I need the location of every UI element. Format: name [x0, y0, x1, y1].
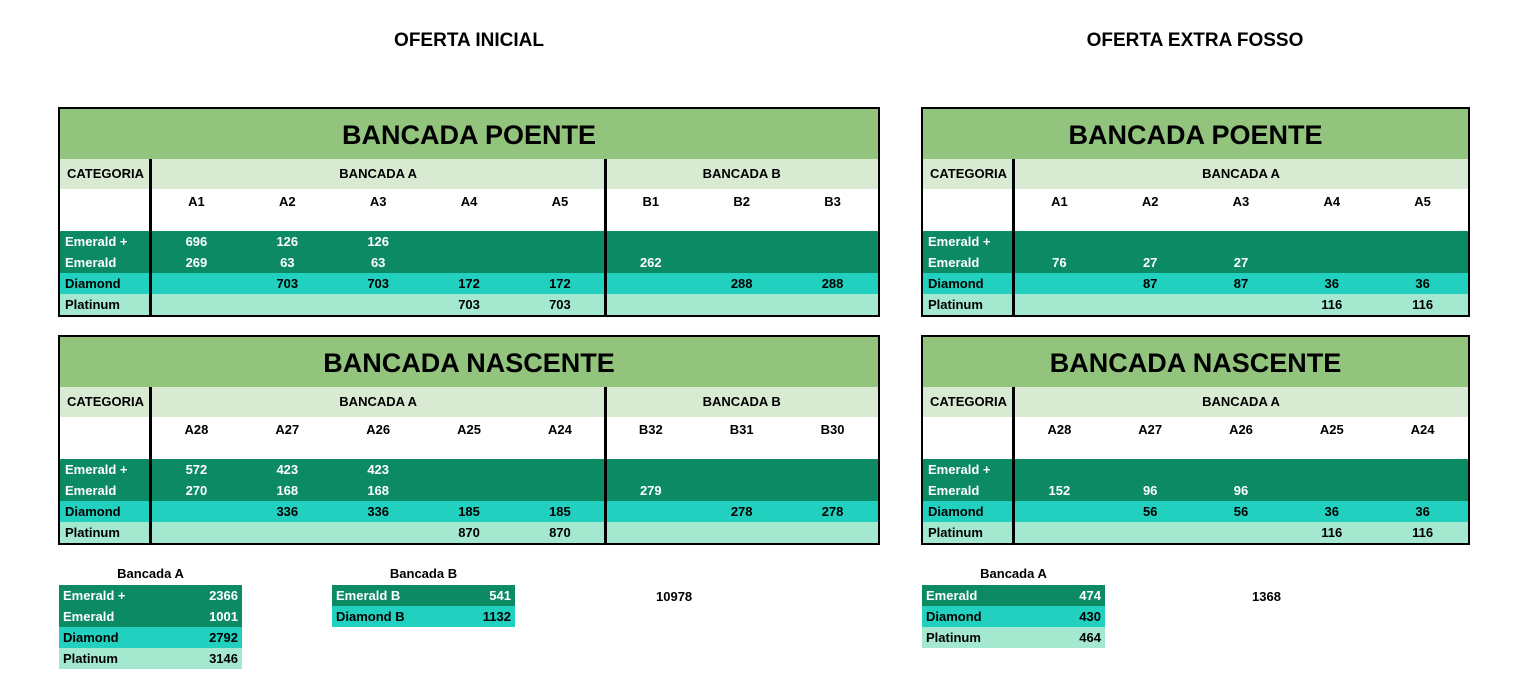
table-cell: 279	[639, 483, 662, 498]
column-header: A27	[1138, 422, 1163, 437]
table-row	[923, 294, 1468, 315]
table-cell	[605, 294, 696, 315]
summary-row	[922, 627, 1105, 648]
column-header: A25	[1319, 422, 1344, 437]
table-cell	[1105, 231, 1196, 252]
table-cell	[1286, 252, 1377, 273]
table-row	[60, 459, 878, 480]
table-row	[923, 273, 1468, 294]
table-cell	[151, 273, 242, 294]
row-label: Platinum	[928, 297, 983, 312]
panel-title: BANCADA POENTE	[923, 109, 1468, 159]
table-cell	[1014, 273, 1105, 294]
table-cell: 168	[276, 483, 299, 498]
table-cell	[1105, 294, 1196, 315]
group-header-0: BANCADA A	[1202, 166, 1280, 181]
table-cell: 278	[821, 504, 844, 519]
row-label: Emerald +	[928, 234, 991, 249]
category-label: CATEGORIA	[929, 166, 1008, 181]
summary-label: Emerald B	[336, 588, 401, 603]
table-cell: 703	[549, 297, 571, 312]
table-cell	[1196, 294, 1287, 315]
summary-value: 464	[1079, 630, 1101, 645]
table-cell	[605, 522, 696, 543]
summary-row	[922, 585, 1105, 606]
table-cell	[1196, 522, 1287, 543]
table-row	[923, 522, 1468, 543]
summary-value: 474	[1079, 588, 1101, 603]
column-header: A28	[1047, 422, 1072, 437]
column-header: A28	[184, 422, 209, 437]
summary-label: Platinum	[926, 630, 981, 645]
table-cell: 336	[367, 504, 390, 519]
table-cell	[696, 459, 787, 480]
column-header: A24	[548, 422, 572, 437]
column-header: A1	[1051, 194, 1068, 209]
column-header: A2	[1141, 194, 1159, 209]
summary-row	[332, 585, 515, 606]
table-cell: 270	[185, 483, 208, 498]
group-header-0: BANCADA A	[339, 394, 418, 409]
table-cell	[696, 252, 787, 273]
category-label: CATEGORIA	[66, 166, 145, 181]
summary-label: Diamond	[926, 609, 982, 624]
table-cell: 96	[1142, 483, 1158, 498]
column-header: B31	[729, 422, 754, 437]
table-cell: 36	[1415, 276, 1430, 291]
table-cell: 56	[1142, 504, 1158, 519]
table-cell: 27	[1233, 255, 1249, 270]
summary-row	[922, 606, 1105, 627]
table-cell	[605, 459, 696, 480]
summary-value: 541	[489, 588, 511, 603]
summary-value: 1132	[482, 609, 511, 624]
row-label: Diamond	[928, 276, 984, 291]
table-cell	[1377, 252, 1468, 273]
table-cell: 172	[458, 276, 480, 291]
row-label: Emerald +	[928, 462, 991, 477]
column-header: B32	[638, 422, 663, 437]
table-cell	[515, 231, 606, 252]
table-cell	[151, 294, 242, 315]
table-cell	[787, 459, 878, 480]
panel-title: BANCADA POENTE	[60, 109, 878, 159]
table-cell	[1286, 480, 1377, 501]
summary-value: 2792	[209, 630, 238, 645]
table-cell: 288	[730, 276, 753, 291]
column-header: A1	[188, 194, 205, 209]
table-cell	[1014, 522, 1105, 543]
panel-extra-nascente	[921, 335, 1470, 545]
column-header: A25	[457, 422, 481, 437]
column-header: A3	[369, 194, 387, 209]
table-cell: 87	[1233, 276, 1249, 291]
table-cell	[424, 252, 515, 273]
table-cell	[151, 522, 242, 543]
table-cell: 703	[458, 297, 480, 312]
table-cell: 116	[1321, 297, 1343, 312]
table-row	[60, 273, 878, 294]
table-cell	[424, 480, 515, 501]
summary-label: Emerald	[63, 609, 115, 624]
row-label: Platinum	[65, 525, 120, 540]
column-header: A4	[460, 194, 478, 209]
table-cell	[787, 522, 878, 543]
column-header: B1	[642, 194, 660, 209]
summary-label: Platinum	[63, 651, 118, 666]
panel-inicial-nascente	[58, 335, 880, 545]
table-cell: 116	[1321, 525, 1343, 540]
table-cell: 36	[1324, 504, 1340, 519]
table-row	[60, 480, 878, 501]
column-header: A27	[275, 422, 300, 437]
column-header: A5	[551, 194, 569, 209]
table-row	[923, 231, 1468, 252]
row-label: Emerald	[65, 483, 117, 498]
section-title-oferta-inicial: OFERTA INICIAL	[394, 30, 544, 51]
category-divider	[149, 387, 152, 543]
table-cell	[333, 522, 424, 543]
table-cell	[1286, 231, 1377, 252]
table-cell: 96	[1233, 483, 1249, 498]
row-label: Platinum	[65, 297, 120, 312]
table-cell	[1286, 459, 1377, 480]
table-cell	[696, 522, 787, 543]
table-cell	[1014, 294, 1105, 315]
table-cell: 63	[370, 255, 386, 270]
table-cell: 126	[367, 234, 390, 249]
summary-value: 3146	[209, 651, 238, 666]
group-header-1: BANCADA B	[702, 394, 781, 409]
row-label: Emerald	[65, 255, 117, 270]
table-row	[60, 522, 878, 543]
table-cell: 423	[276, 462, 299, 477]
table-cell: 126	[276, 234, 299, 249]
table-cell	[696, 294, 787, 315]
summary-title: Bancada B	[389, 566, 458, 581]
table-cell	[1196, 459, 1287, 480]
table-cell	[1105, 522, 1196, 543]
table-cell: 870	[549, 525, 571, 540]
table-cell: 63	[280, 255, 295, 270]
table-row	[60, 294, 878, 315]
table-cell	[787, 480, 878, 501]
summary-label: Emerald	[926, 588, 978, 603]
table-cell: 269	[185, 255, 208, 270]
table-cell: 116	[1412, 297, 1434, 312]
table-cell: 36	[1415, 504, 1430, 519]
group-header-0: BANCADA A	[339, 166, 418, 181]
row-label: Emerald	[928, 483, 980, 498]
table-cell	[1105, 459, 1196, 480]
table-cell: 703	[276, 276, 299, 291]
column-header: A4	[1323, 194, 1341, 209]
total-oferta-inicial: 10978	[656, 589, 693, 604]
table-cell	[696, 231, 787, 252]
summary-row	[332, 606, 515, 627]
table-cell	[787, 231, 878, 252]
panel-extra-poente	[921, 107, 1470, 317]
table-row	[60, 252, 878, 273]
table-cell	[1014, 231, 1105, 252]
category-divider	[1012, 387, 1015, 543]
column-header: B30	[820, 422, 845, 437]
table-cell: 185	[549, 504, 571, 519]
column-header: A3	[1232, 194, 1250, 209]
table-cell: 56	[1233, 504, 1249, 519]
table-cell	[1377, 459, 1468, 480]
summary-value: 1001	[209, 609, 238, 624]
summary-value: 2366	[209, 588, 238, 603]
category-divider	[149, 159, 152, 315]
summary-label: Diamond B	[336, 609, 405, 624]
table-cell	[424, 459, 515, 480]
table-cell	[605, 273, 696, 294]
table-cell	[515, 480, 606, 501]
summary-title: Bancada A	[117, 566, 184, 581]
column-header: A26	[366, 422, 391, 437]
table-cell: 870	[458, 525, 480, 540]
table-cell: 168	[367, 483, 390, 498]
table-cell	[1014, 501, 1105, 522]
table-row	[923, 501, 1468, 522]
group-divider	[604, 387, 607, 543]
table-cell	[605, 231, 696, 252]
row-label: Platinum	[928, 525, 983, 540]
table-cell	[242, 294, 333, 315]
table-cell	[333, 294, 424, 315]
table-cell: 152	[1048, 483, 1071, 498]
row-label: Emerald +	[65, 462, 128, 477]
table-cell	[1014, 459, 1105, 480]
row-label: Diamond	[65, 276, 121, 291]
column-header: A2	[279, 194, 296, 209]
row-label: Emerald +	[65, 234, 128, 249]
table-cell	[1377, 480, 1468, 501]
column-header: A26	[1229, 422, 1253, 437]
summary-row	[59, 627, 242, 648]
row-label: Emerald	[928, 255, 980, 270]
row-label: Diamond	[928, 504, 984, 519]
table-row	[60, 501, 878, 522]
table-row	[923, 480, 1468, 501]
group-divider	[604, 159, 607, 315]
table-cell	[515, 459, 606, 480]
summary-title: Bancada A	[980, 566, 1047, 581]
panel-inicial-poente	[58, 107, 880, 317]
table-row	[60, 231, 878, 252]
total-oferta-extra: 1368	[1252, 589, 1281, 604]
summary-row	[59, 585, 242, 606]
table-cell: 696	[185, 234, 208, 249]
summary-row	[59, 648, 242, 669]
column-header: A5	[1414, 194, 1431, 209]
table-cell	[424, 231, 515, 252]
panel-title: BANCADA NASCENTE	[923, 337, 1468, 387]
table-row	[923, 459, 1468, 480]
table-cell	[787, 294, 878, 315]
table-cell: 278	[730, 504, 753, 519]
summary-row	[59, 606, 242, 627]
summary-value: 430	[1079, 609, 1101, 624]
category-label: CATEGORIA	[929, 394, 1008, 409]
row-label: Diamond	[65, 504, 121, 519]
table-cell: 262	[639, 255, 662, 270]
table-cell	[242, 522, 333, 543]
table-cell: 116	[1412, 525, 1434, 540]
table-cell: 87	[1142, 276, 1158, 291]
group-header-1: BANCADA B	[702, 166, 781, 181]
column-header: A24	[1410, 422, 1435, 437]
summary-label: Diamond	[63, 630, 119, 645]
table-cell	[1196, 231, 1287, 252]
table-cell	[787, 252, 878, 273]
table-cell: 703	[367, 276, 390, 291]
section-title-oferta-extra-fosso: OFERTA EXTRA FOSSO	[1086, 30, 1304, 51]
table-cell: 76	[1052, 255, 1067, 270]
summary-label: Emerald +	[63, 588, 126, 603]
table-cell: 172	[549, 276, 571, 291]
table-cell: 288	[821, 276, 844, 291]
table-cell	[605, 501, 696, 522]
table-cell	[1377, 231, 1468, 252]
column-header: B2	[733, 194, 750, 209]
table-cell: 185	[458, 504, 480, 519]
category-divider	[1012, 159, 1015, 315]
table-cell: 336	[276, 504, 299, 519]
table-cell: 572	[185, 462, 208, 477]
table-cell	[696, 480, 787, 501]
table-cell: 36	[1324, 276, 1340, 291]
table-cell	[151, 501, 242, 522]
group-header-0: BANCADA A	[1202, 394, 1280, 409]
table-cell	[515, 252, 606, 273]
table-cell: 27	[1142, 255, 1158, 270]
category-label: CATEGORIA	[66, 394, 145, 409]
table-row	[923, 252, 1468, 273]
column-header: B3	[824, 194, 841, 209]
table-cell: 423	[367, 462, 390, 477]
panel-title: BANCADA NASCENTE	[60, 337, 878, 387]
